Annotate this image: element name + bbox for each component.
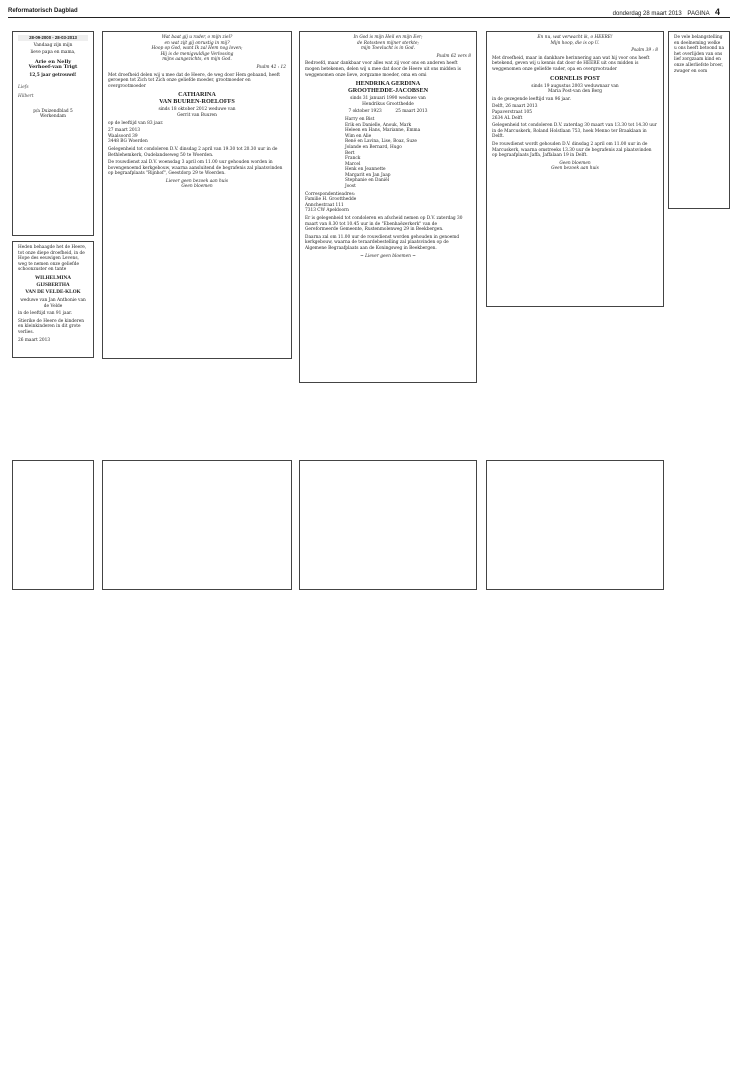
deceased-name: CORNELIS POST	[549, 74, 601, 82]
ad-dates: 28-09-2000 - 28-03-2013	[18, 35, 88, 41]
handwritten-signature: Liefs Hilbert	[18, 84, 34, 99]
obituary-post: En nu, wat verwacht ik, o HEERE! Mijn hoop, die is op U. Psalm 39 : 8 Met droefheid, maar in dankbare herinnering aan wat hij voor ons heeft betekend, geven wij u kennis dat door de HEERE uit ons midden is weggenomen onze geliefde vader, opa en overgrootvader CORNELIS POST sinds 19 augustus 2003 weduwnaar van Maria Post-van den Berg in de gezegende leeftijd van 96 jaar. Delft, 26 maart 2013 Papaverstraat 105 2634 AL Delft Gelegenheid tot condoleren D.V. zaterdag 30 maart van 13.30 tot 14.30 uur in de Marcuskerk, Roland Holstlaan 753, hoek Menno ter Braaklaan in Delft. De rouwdienst wordt gehouden D.V. dinsdag 2 april om 11.00 uur in de Marcuskerk, waarna omstreeks 13.30 uur de begrafenis zal plaatsvinden op begraafplaats Jaffa, Jaffalaan 19 in Delft. Geen bloemen Geen bezoek aan huis	[486, 31, 664, 307]
obituary-van-buuren: Wat baat gij u rader, o mijn ziel? en wat zijt gij onrustig in mij? Hoop op God, want Ik zal Hem nog loven; Hij is de menigvuldige Verlossing mijns aangezichts, en mijn God. Psalm 42 : 12 Met droefheid delen wij u mee dat de Heere, de weg door Hem gebaand, heeft geroepen tot Zich tot Zich onze geliefde moeder, grootmoeder en overgrootmoeder CATHARINA VAN BUUREN-ROELOFFS sinds 18 oktober 2012 weduwe van Gerrit van Buuren op de leeftijd van 83 jaar. 27 maart 2013 Waalsoord 39 3448 BG Woerden Gelegenheid tot condoleren D.V. dinsdag 2 april van 19.30 tot 20.30 uur in de Bethlehemkerk, Oudelandseweg 50 te Woerden. De rouwdienst zal D.V. woensdag 3 april om 11.00 uur gehouden worden in bovengenoemd kerkgebouw, waarna aansluitend de begrafenis zal plaatsvinden op begraafplaats "Rijnhof", Geestdorp 29 te Woerden. Liever geen bezoek aan huis Geen bloemen	[102, 31, 292, 359]
thanks-dooge: De vele belangstelling en deelneming welke u ons heeft betoond na het overlijden van ons lief zorgzaam kind en onze allerliefste broer, zwager en oom	[668, 31, 730, 209]
anniversary-ad: 28-09-2000 - 28-03-2013 Vandaag zijn mijn lieve papa en mama, Arie en Nelly Verhoef-van Trigt 12,5 jaar getrouwd! Liefs Hilbert p/a Duizendblad 5 Werkendam	[12, 31, 94, 236]
obituary-van-de-velde-klok-main: Heden behaagde het de Heere, tot onze diepe droefheid, in de Hope des eeuwigen Levens, weg te nemen onze geliefde schoonzuster en tante WILHELMINA GIJSBERTHA VAN DE VELDE-KLOK weduwe van Jan Anthonie van de Velde in de leeftijd van 91 jaar. Stierike de Heere de kinderen en kleinkinderen in dit grote verlies. 26 maart 2013	[12, 241, 94, 358]
obituary-groothedde-2	[299, 460, 477, 590]
ad-address: p/a Duizendblad 5 Werkendam	[33, 108, 73, 120]
page-header	[8, 4, 730, 18]
couple-names: Arie en Nelly Verhoef-van Trigt	[28, 58, 78, 71]
page-date: donderdag 28 maart 2013 PAGINA 4	[612, 7, 720, 17]
obituary-langejan	[12, 460, 94, 590]
page-number: 4	[714, 7, 720, 17]
obituary-groothedde: In God is mijn Heil en mijn Eer; de Rotssteen mijner sterkte; mijn Toevlucht is in God. Psalm 62 vers 8 Bedroefd, maar dankbaar voor alles wat zij voor ons en anderen heeft mogen betekenen, delen wij u mee dat door de Heere uit ons midden is weggenomen onze lieve, zorgzame moeder, oma en omi HENDRIKA GERDINA GROOTHEDDE-JACOBSEN sinds 31 januari 1990 weduwe van Hendrikus Grootthedde 7 oktober 1923 25 maart 2013 Harry en Bist Erik en Danielle, Anouk, Mark Heleen en Hans, Marianne, Emma Wim en Alie René en Lavina, Lise, Boaz, Suze Jolande en Bernard, Hugo Bert Franck Marcel Henk en Jeannette Margarit en Jan Jaap Stephanie en Daniël Joost Correspondentieadres: Familie H. Grootthedde Annchestraat 111 7313 CW Apeldoorn Er is gelegenheid tot condoleren en afscheid nemen op D.V. zaterdag 30 maart van 8.30 tot 10.45 uur in de "Ebenhaëzerkerk" van de Gereformeerde Gemeente, Rustenmolenweg 29 in Beekbergen. Daarna zal om 11.00 uur de rouwdienst worden gehouden in genoemd kerkgebouw, waarna de teraardebestelling zal plaatsvinden op de Algemene Begraafplaats aan de Koningsweg in Beekbergen. ~ Liever geen bloemen ~	[299, 31, 477, 383]
deceased-name: WILHELMINA GIJSBERTHA VAN DE VELDE-KLOK	[25, 274, 81, 295]
obituary-van-buuren-2	[102, 460, 292, 590]
deceased-name: HENDRIKA GERDINA GROOTHEDDE-JACOBSEN	[347, 80, 429, 95]
deceased-name: CATHARINA VAN BUUREN-ROELOFFS	[159, 91, 235, 106]
paper-name: Reformatorisch Dagblad	[8, 8, 78, 14]
thanks-copier	[486, 460, 664, 590]
family-list: Harry en Bist Erik en Danielle, Anouk, Mark Heleen en Hans, Marianne, Emma Wim en Alie René en Lavina, Lise, Boaz, Suze Jolande en Bernard, Hugo Bert Franck Marcel Henk en Jeannette Margarit en Jan Jaap Stephanie en Daniël Joost	[345, 116, 421, 190]
